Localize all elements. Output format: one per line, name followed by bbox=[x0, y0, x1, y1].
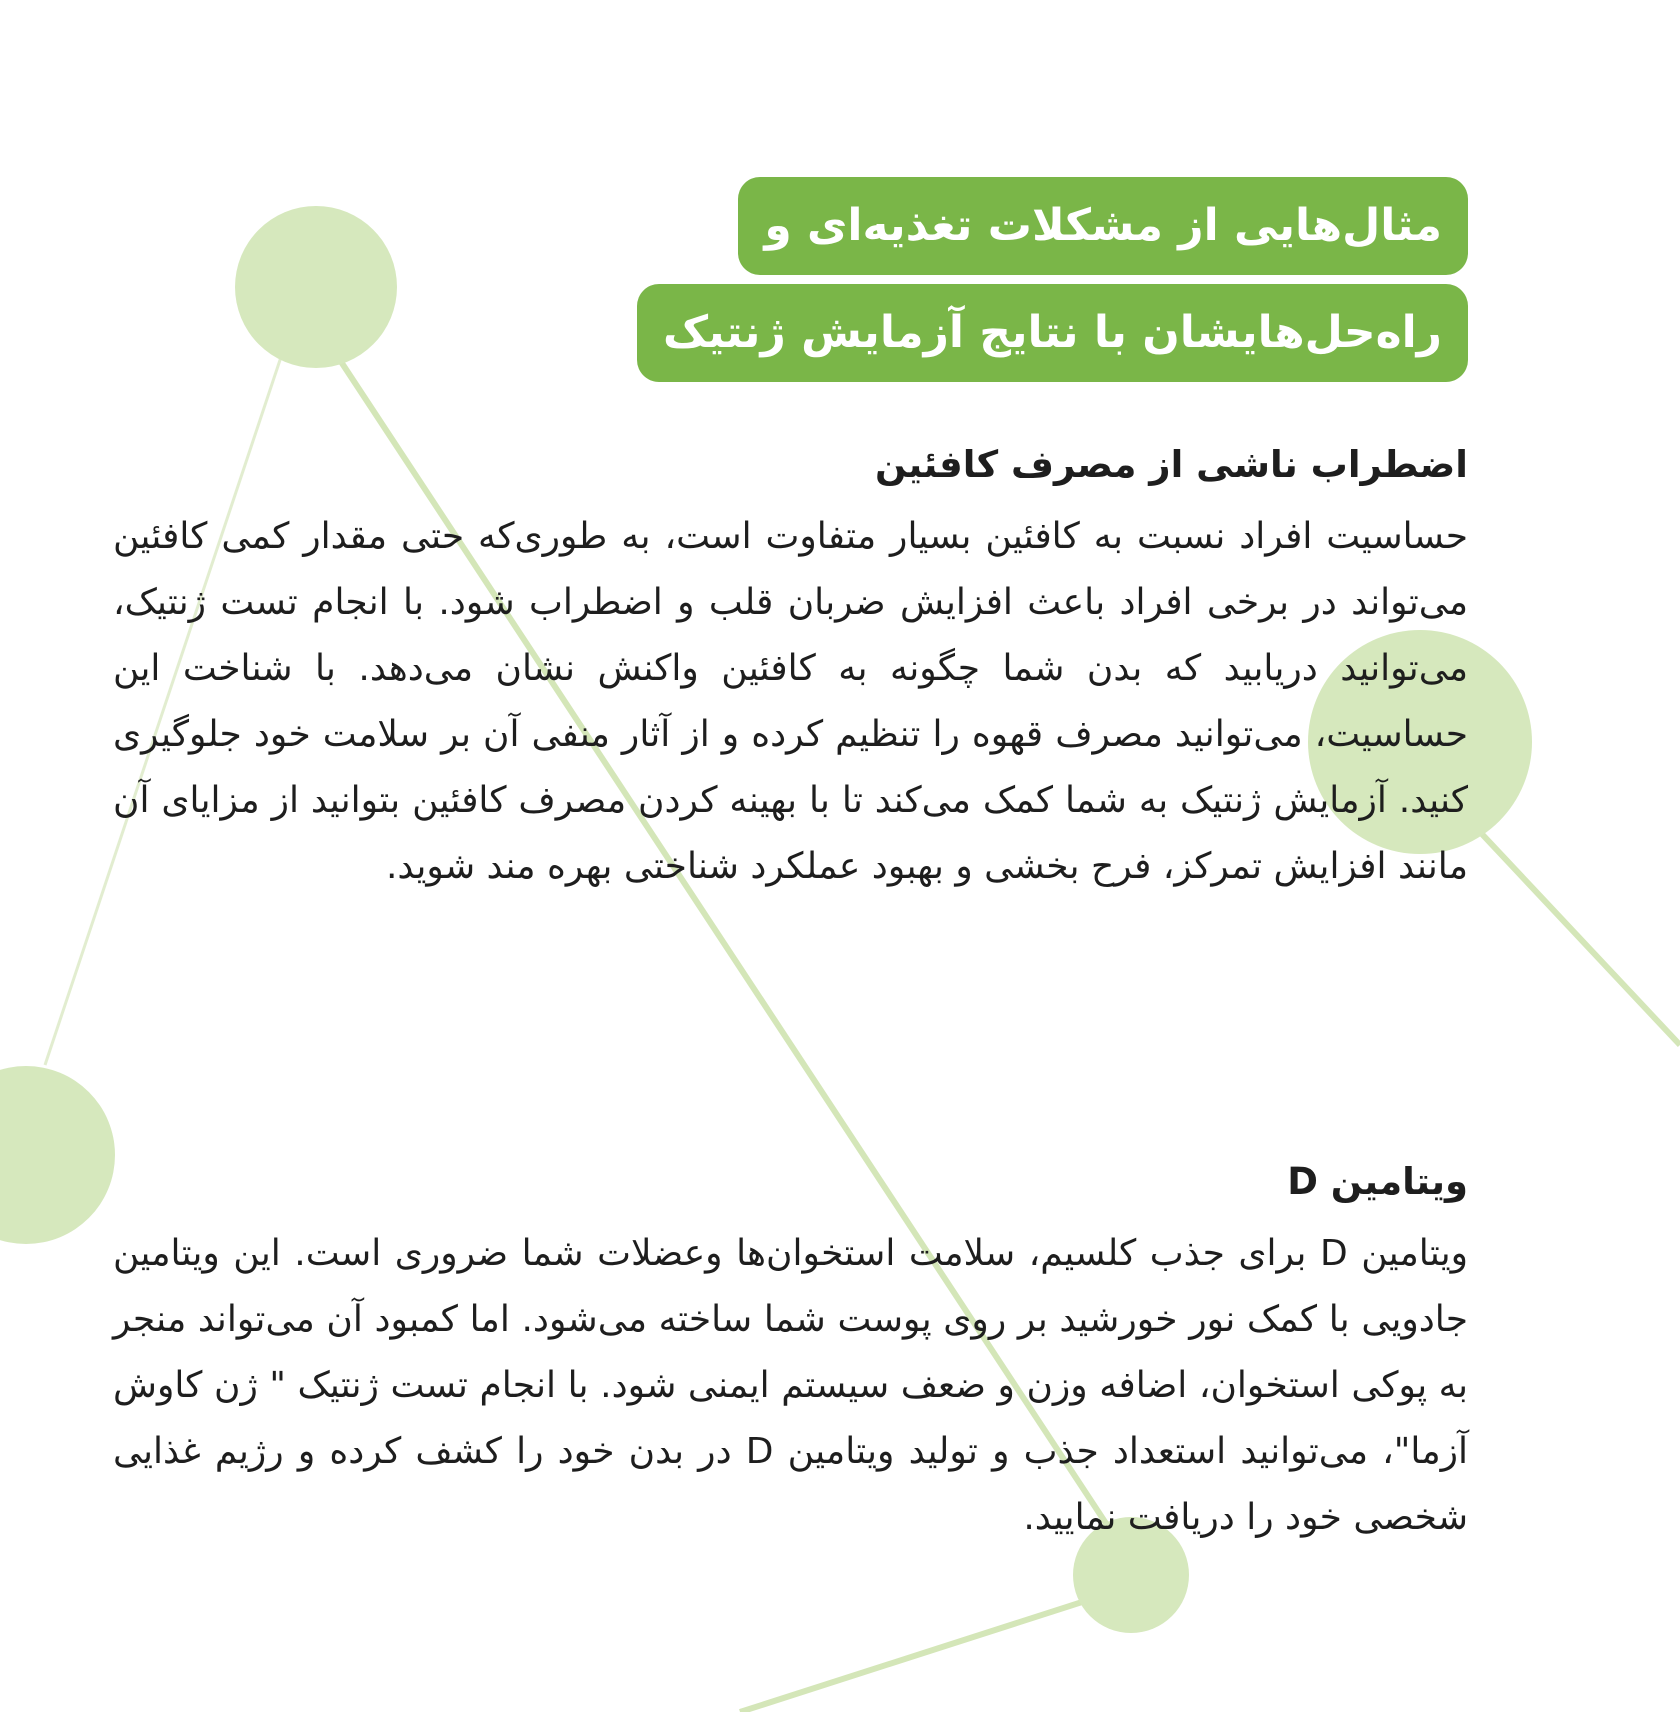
section-heading: اضطراب ناشی از مصرف کافئین bbox=[875, 443, 1468, 486]
decor-circle bbox=[235, 206, 397, 368]
section-heading: ویتامین D bbox=[1287, 1160, 1468, 1203]
section-body: حساسیت افراد نسبت به کافئین بسیار متفاوت است، به طوری‌که حتی مقدار کمی کافئین می‌تواند در برخی افراد باعث افزایش ضربان قلب و اضطراب شود. با انجام تست ژنتیک، می‌توانید دریابید که بدن شما چگونه به کافئین واکنش نشان می‌دهد. با شناخت این حساسیت، می‌توانید مصرف قهوه را تنظیم کرده و از آثار منفی آن بر سلامت خود جلوگیری کنید. آزمایش ژنتیک به شما کمک می‌کند تا با بهینه کردن مصرف کافئین بتوانید از مزایای آن مانند افزایش تمرکز، فرح بخشی و بهبود عملکرد شناختی بهره مند شوید. bbox=[113, 516, 1468, 887]
section-body: ویتامین D برای جذب کلسیم، سلامت استخوان‌ها وعضلات شما ضروری است. این ویتامین جادویی با کمک نور خورشید بر روی پوست شما ساخته می‌شود. اما کمبود آن می‌تواند منجر به پوکی استخوان، اضافه وزن و ضعف سیستم ایمنی شود. با انجام تست ژنتیک " ژن کاوش آزما"، می‌توانید استعداد جذب و تولید ویتامین D در بدن خود را کشف کرده و رژیم غذایی شخصی خود را دریافت نمایید. bbox=[113, 1233, 1468, 1538]
section-vitamin-d bbox=[113, 1153, 1468, 1551]
connector-line bbox=[740, 1585, 1135, 1712]
connector-line bbox=[1450, 800, 1680, 1045]
title-line-2: راه‌حل‌هایشان با نتایج آزمایش ژنتیک bbox=[637, 284, 1468, 382]
section-caffeine bbox=[113, 436, 1468, 900]
decor-circle bbox=[0, 1066, 115, 1244]
title-line-1: مثال‌هایی از مشکلات تغذیه‌ای و bbox=[738, 177, 1468, 275]
